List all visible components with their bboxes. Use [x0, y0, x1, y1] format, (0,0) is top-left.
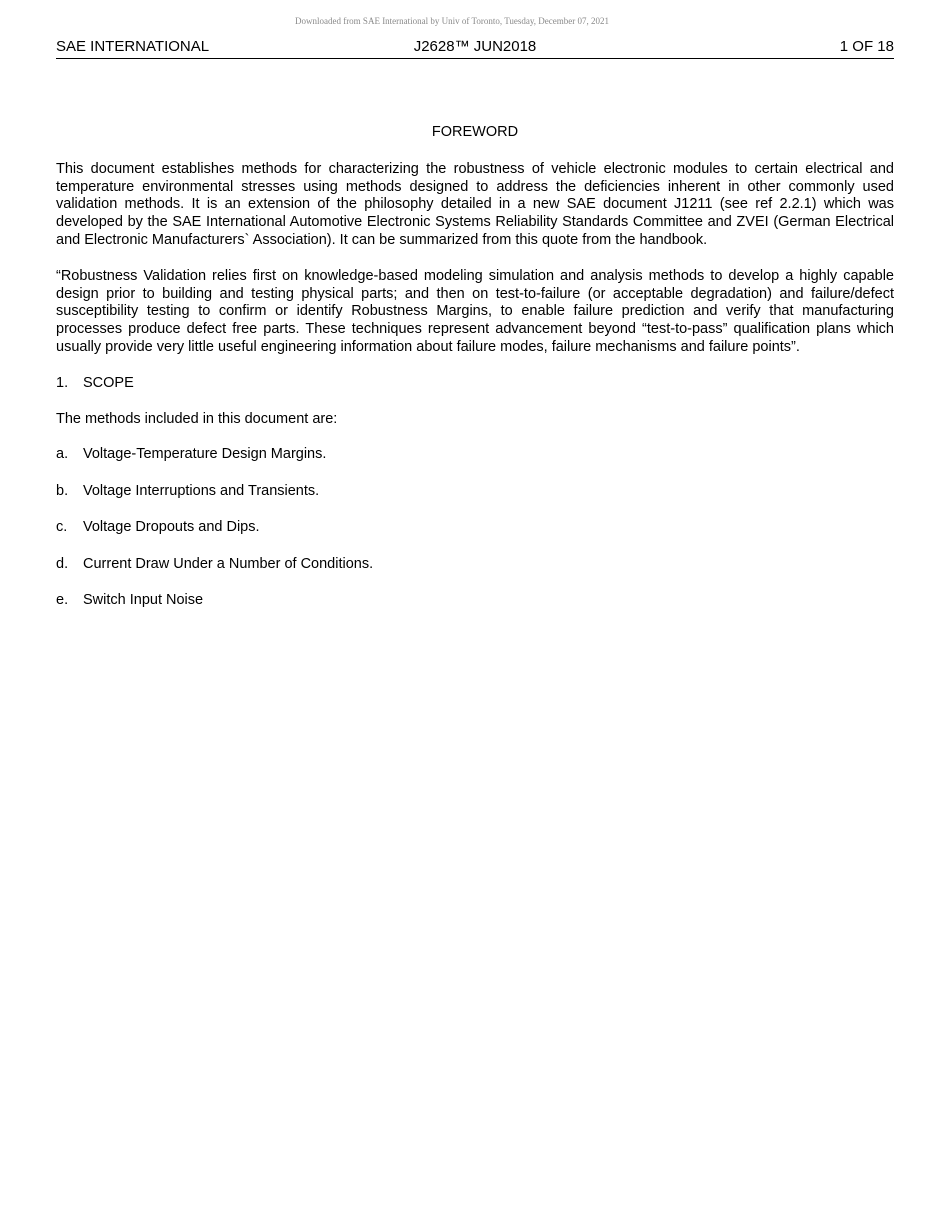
list-item	[56, 446, 894, 464]
foreword-heading: FOREWORD	[431, 124, 519, 140]
list-item	[56, 483, 894, 501]
foreword-paragraph-2: “Robustness Validation relies first on knowledge-based modeling simulation and analysis methods to develop a highly capable design prior to building and testing physical parts; and then on test-to-failure (or acceptable degradation) and failure/defect susceptibility testing to confirm or identify Robustness Margins, to enable failure prediction and verify that manufacturing processes produce defect free parts. These techniques represent advancement beyond “test-to-pass” qualification plans which usually provide very little useful engineering information about failure modes, failure mechanisms and failure points”.	[56, 267, 894, 355]
list-item	[56, 592, 894, 610]
list-item-text: Voltage Interruptions and Transients.	[83, 482, 320, 499]
scope-heading	[56, 375, 894, 393]
list-item-letter: e.	[56, 591, 69, 608]
list-item-letter: d.	[56, 555, 69, 572]
list-item-text: Voltage-Temperature Design Margins.	[83, 446, 327, 463]
list-item-text: Voltage Dropouts and Dips.	[83, 519, 260, 536]
page-header	[56, 38, 894, 59]
list-item-letter: a.	[56, 446, 69, 463]
list-item-text: Current Draw Under a Number of Conditions.	[83, 555, 374, 572]
scope-intro: The methods included in this document are:	[56, 410, 338, 427]
header-page-number: 1 OF 18	[839, 38, 894, 55]
list-item-letter: b.	[56, 482, 69, 499]
scope-title: SCOPE	[83, 374, 134, 391]
list-item	[56, 556, 894, 574]
download-watermark: Downloaded from SAE International by Univ of Toronto, Tuesday, December 07, 2021	[294, 16, 610, 26]
document-body	[56, 124, 894, 628]
header-organization: SAE INTERNATIONAL	[56, 38, 210, 55]
list-item-text: Switch Input Noise	[83, 591, 204, 608]
scope-number: 1.	[56, 374, 69, 391]
methods-list	[56, 446, 894, 609]
list-item	[56, 519, 894, 537]
header-document-id: J2628™ JUN2018	[413, 38, 537, 55]
list-item-letter: c.	[56, 519, 68, 536]
foreword-paragraph-1: This document establishes methods for characterizing the robustness of vehicle electronic modules to certain electrical and temperature environmental stresses using methods designed to address the deficiencies inherent in other commonly used validation methods. It is an extension of the philosophy detailed in a new SAE document J1211 (see ref 2.2.1) which was developed by the SAE International Automotive Electronic Systems Reliability Standards Committee and ZVEI (German Electrical and Electronic Manufacturers` Association). It can be summarized from this quote from the handbook.	[56, 160, 894, 248]
